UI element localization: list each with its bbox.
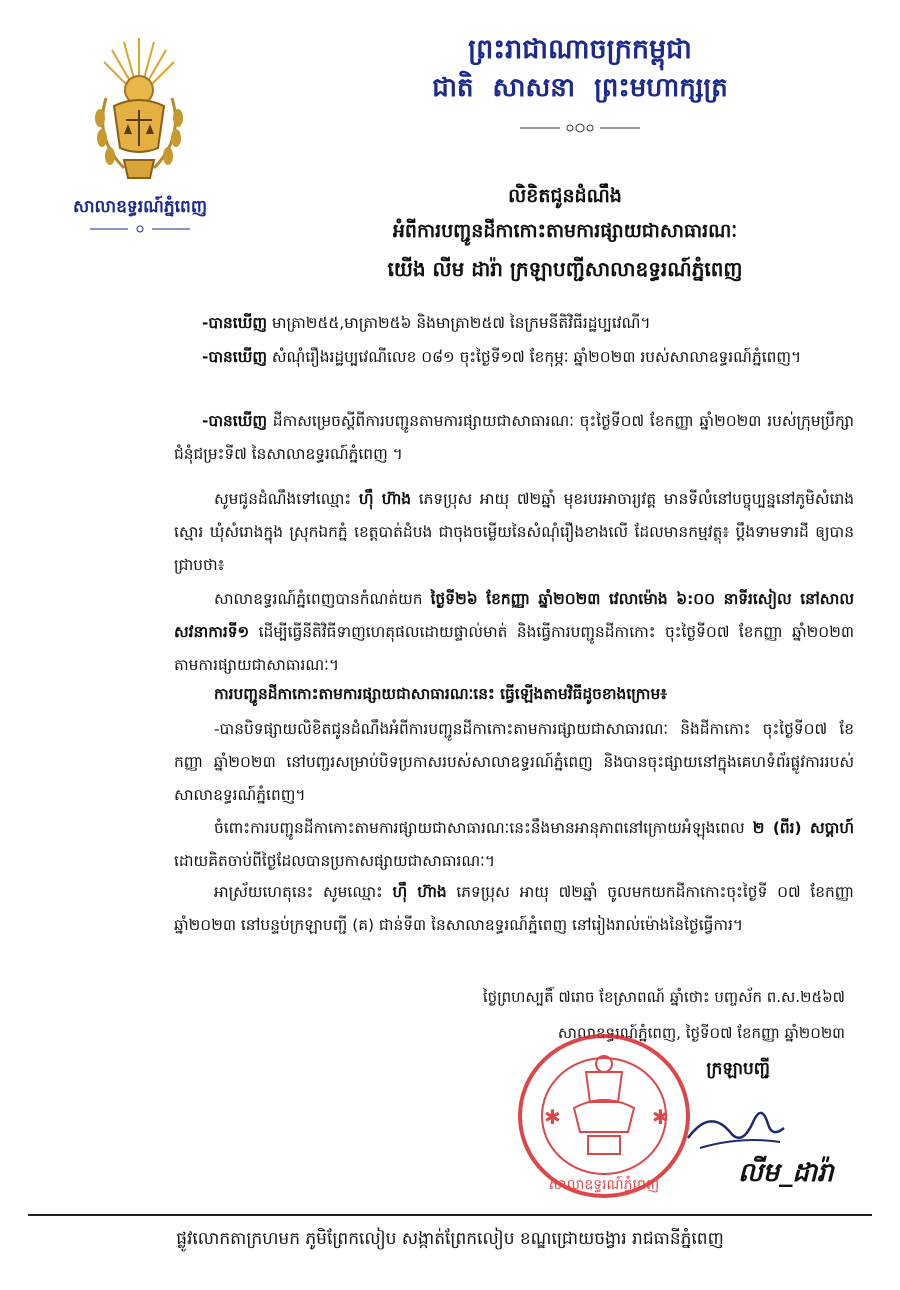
handwritten-signature — [680, 1098, 790, 1158]
paragraph-4-text: ភេទប្រុស អាយុ ៧២ឆ្នាំ មុខរបរអាចារ្យវត្ត មានទីលំនៅបច្ចុប្បន្ននៅភូមិសំរោងស្មោរ ឃុំសំរោងក្នុង ស្រុកឯកភ្នំ ខេត្តបាត់ដំបង ជាចុងចម្លើយនៃសំណុំរឿងខាងលើ ដែលមានកម្មវត្ថុ៖ ប្តឹងទាមទារដី ឲ្យបានជ្រាបថា៖ — [174, 490, 855, 574]
defendant-name: ហ៊ឹ ហ៊ាង — [358, 490, 412, 508]
paragraph-8 — [174, 812, 854, 878]
kingdom-title: ព្រះរាជាណាចក្រកម្ពុជា — [468, 34, 692, 65]
court-name: សាលាឧទ្ធរណ៍ភ្នំពេញ — [72, 197, 208, 217]
paragraph-8-intro: ចំពោះការបញ្ជូនដីកាកោះតាមការផ្សាយជាសាធារណៈនេះនឹងមានអានុភាពនៅក្រោយអំឡុងពេល — [214, 819, 753, 837]
paragraph-9-text: ភេទប្រុស អាយុ ៧២ឆ្នាំ ចូលមកយកដីកាកោះចុះថ្ងៃទី ០៧ ខែកញ្ញា ឆ្នាំ២០២៣ នៅបន្ទប់ក្រឡាបញ្ជី (គ) ជាន់ទី៣ នៃសាលាឧទ្ធរណ៍ភ្នំពេញ នៅរៀងរាល់ម៉ោងនៃថ្ងៃធ្វើការ។ — [174, 883, 854, 934]
footer-address: ផ្លូវលោកតាក្រហមក ភូមិព្រែកលៀប សង្កាត់ព្រែកលៀប ខណ្ឌជ្រោយចង្វារ រាជធានីភ្នំពេញ — [176, 1229, 724, 1249]
doc-issuer: យើង លីម ដារ៉ា ក្រឡាបញ្ជីសាលាឧទ្ធរណ៍ភ្នំពេញ — [387, 257, 743, 281]
paragraph-5-intro: សាលាឧទ្ធរណ៍ភ្នំពេញបានកំណត់យក — [214, 590, 431, 608]
solar-date: សាលាឧទ្ធរណ៍ភ្នំពេញ, ថ្ងៃទី០៧ ខែកញ្ញា ឆ្នាំ២០២៣ — [557, 1024, 845, 1042]
paragraph-3 — [174, 405, 854, 471]
header-ornament — [520, 122, 640, 134]
paragraph-2-text: សំណុំរឿងរដ្ឋប្បវេណីលេខ ០៨១ ចុះថ្ងៃទី១៧ ខែកុម្ភៈ ឆ្នាំ២០២៣ របស់សាលាឧទ្ធរណ៍ភ្នំពេញ។ — [267, 348, 802, 366]
paragraph-3-lead: -បានឃើញ — [202, 412, 268, 430]
signer-name: លីម_ដារ៉ា — [738, 1158, 834, 1188]
official-seal-stamp — [514, 1032, 700, 1200]
paragraph-2 — [174, 341, 854, 374]
doc-title: លិខិតជូនដំណឹង — [508, 185, 622, 207]
paragraph-4-intro: សូមជូនដំណឹងទៅឈ្មោះ — [214, 490, 359, 508]
svg-text:✱: ✱ — [652, 1105, 669, 1129]
divider-ornament — [90, 224, 190, 234]
paragraph-9-intro: អាស្រ័យហេតុនេះ សូមឈ្មោះ — [214, 883, 393, 901]
paragraph-5 — [174, 583, 854, 682]
defendant-name-2: ហ៊ឹ ហ៊ាង — [392, 883, 447, 901]
paragraph-7: -បានបិទផ្សាយលិខិតជូនដំណឹងអំពីការបញ្ជូនដីកាកោះតាមការផ្សាយជាសាធារណៈ និងដីកាកោះ ចុះថ្ងៃទី០៧ ខែកញ្ញា ឆ្នាំ២០២៣ នៅបញ្ជរសម្រាប់បិទប្រកាសរបស់សាលាឧទ្ធរណ៍ភ្នំពេញ និងបានចុះផ្សាយនៅក្នុងគេហទំព័រផ្លូវការរបស់សាលាឧទ្ធរណ៍ភ្នំពេញ។ — [174, 720, 854, 804]
paragraph-5-text: ដើម្បីធ្វើនីតិវិធីទាញហេតុផលដោយផ្ទាល់មាត់ និងធ្វើការបញ្ជូនដីកាកោះ ចុះថ្ងៃទី០៧ ខែកញ្ញា ឆ្នាំ២០២៣ តាមការផ្សាយជាសាធារណៈ។ — [174, 623, 854, 674]
paragraph-9 — [174, 876, 854, 942]
paragraph-8-text: ដោយគិតចាប់ពីថ្ងៃដែលបានប្រកាសផ្សាយជាសាធារណៈ។ — [174, 852, 496, 870]
paragraph-2-lead: -បានឃើញ — [202, 348, 268, 366]
effect-period: ២ (ពីរ) សប្តាហ៍ — [752, 819, 854, 837]
paragraph-6 — [174, 678, 854, 711]
paragraph-3-text: ដីកាសម្រេចស្តីពីការបញ្ជូនតាមការផ្សាយជាសាធារណៈ ចុះថ្ងៃទី០៧ ខែកញ្ញា ឆ្នាំ២០២៣ របស់ក្រុមប្រឹក្សាជំនុំជម្រះទី៧ នៃសាលាឧទ្ធរណ៍ភ្នំពេញ ។ — [174, 412, 854, 463]
paragraph-4 — [174, 483, 854, 582]
lunar-date: ថ្ងៃព្រហស្បតិ៍ ៧រោច ខែស្រាពណ៍ ឆ្នាំថោះ បញ្ចស័ក ព.ស.២៥៦៧ — [482, 988, 845, 1006]
national-motto: ជាតិ សាសនា ព្រះមហាក្សត្រ — [432, 73, 728, 103]
seal-text: សាលាឧទ្ធរណ៍ភ្នំពេញ — [548, 1177, 660, 1193]
court-emblem-logo — [84, 28, 194, 193]
signer-title: ក្រឡាបញ្ជី — [706, 1059, 770, 1079]
hearing-datetime: ថ្ងៃទី២៦ ខែកញ្ញា ឆ្នាំ២០២៣ វេលាម៉ោង ៦:០០ នាទីរសៀល នៅសាលសវនាការទី១ — [174, 590, 854, 641]
doc-subtitle: អំពីការបញ្ជូនដីកាកោះតាមការផ្សាយជាសាធារណៈ — [392, 220, 738, 242]
footer-divider — [28, 1214, 872, 1216]
paragraph-1 — [174, 307, 854, 340]
paragraph-1-lead: -បានឃើញ — [202, 314, 268, 332]
paragraph-1-text: មាត្រា២៥៥,មាត្រា២៥៦ និងមាត្រា២៥៧ នៃក្រមនីតិវិធីរដ្ឋប្បវេណី។ — [267, 314, 651, 332]
svg-text:✱: ✱ — [544, 1105, 561, 1129]
paragraph-6-heading: ការបញ្ជូនដីកាកោះតាមការផ្សាយជាសាធារណៈនេះ ធ្វើឡើងតាមវិធីដូចខាងក្រោម៖ — [214, 685, 667, 703]
